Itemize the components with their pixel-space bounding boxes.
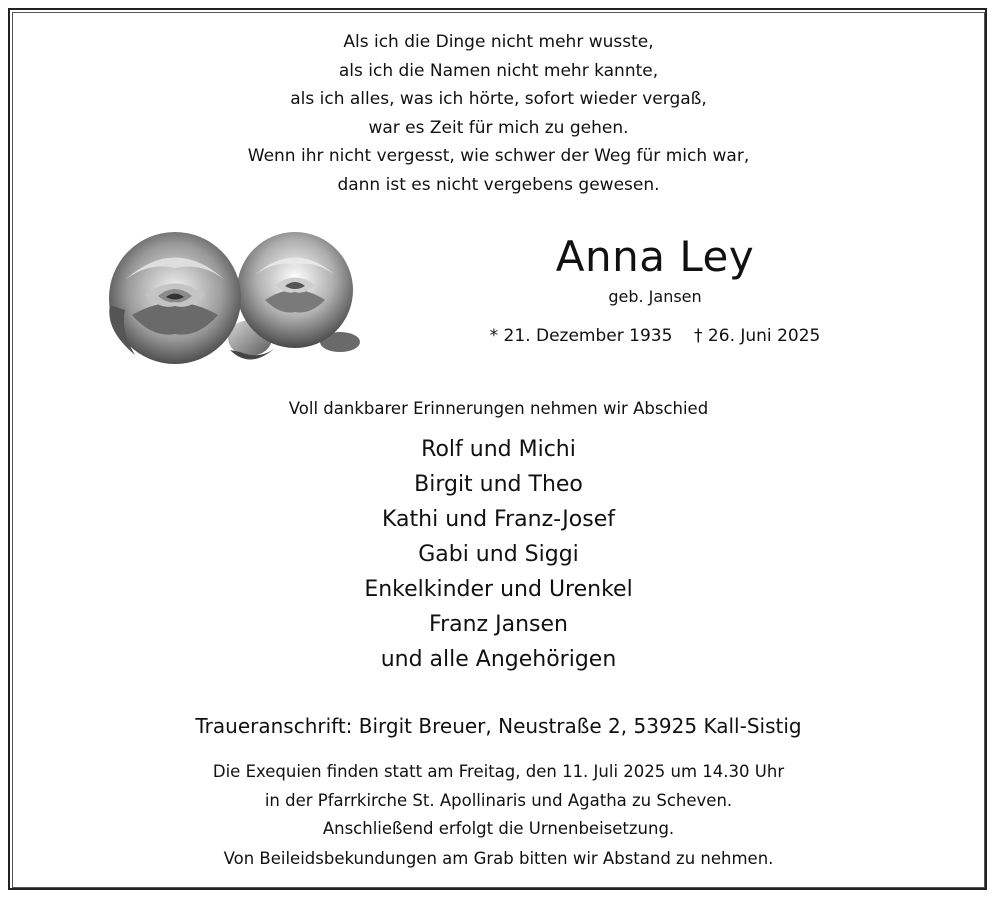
poem-line: Als ich die Dinge nicht mehr wusste, (343, 32, 654, 52)
poem-line: dann ist es nicht vergebens gewesen. (337, 174, 660, 195)
poem-line: Wenn ihr nicht vergesst, wie schwer der Weg für mich war, (247, 146, 750, 166)
family-member: und alle Angehörigen (380, 647, 617, 672)
birth-name: geb. Jansen (608, 287, 702, 306)
family-member: Gabi und Siggi (418, 542, 579, 567)
family-member: Kathi und Franz-Josef (382, 507, 615, 532)
family-member: Franz Jansen (429, 612, 568, 637)
family-member: Rolf und Michi (421, 437, 576, 462)
mourning-address: Traueranschrift: Birgit Breuer, Neustraße 2, 53925 Kall-Sistig (195, 714, 802, 738)
death-date: † 26. Juni 2025 (694, 326, 821, 346)
poem (0, 28, 997, 199)
life-dates (455, 326, 855, 346)
notice-line: Anschließend erfolgt die Urnenbeisetzung. (322, 819, 675, 838)
notice-line: in der Pfarrkirche St. Apollinaris und Agatha zu Scheven. (264, 790, 733, 810)
roses-image (90, 220, 365, 370)
birth-date: * 21. Dezember 1935 (489, 326, 673, 346)
poem-line: als ich die Namen nicht mehr kannte, (338, 60, 659, 81)
closing-note: Von Beileidsbekundungen am Grab bitten wir Abstand zu nehmen. (223, 849, 774, 868)
family-member: Enkelkinder und Urenkel (364, 577, 633, 602)
poem-line: als ich alles, was ich hörte, sofort wieder vergaß, (290, 89, 707, 109)
notice-line: Die Exequien finden statt am Freitag, den 11. Juli 2025 um 14.30 Uhr (212, 762, 785, 781)
family-member: Birgit und Theo (414, 472, 583, 497)
poem-line: war es Zeit für mich zu gehen. (368, 117, 629, 138)
family-list (0, 432, 997, 677)
deceased-name: Anna Ley (555, 232, 755, 281)
intro-text: Voll dankbarer Erinnerungen nehmen wir Abschied (288, 399, 709, 418)
service-notice (0, 758, 997, 844)
